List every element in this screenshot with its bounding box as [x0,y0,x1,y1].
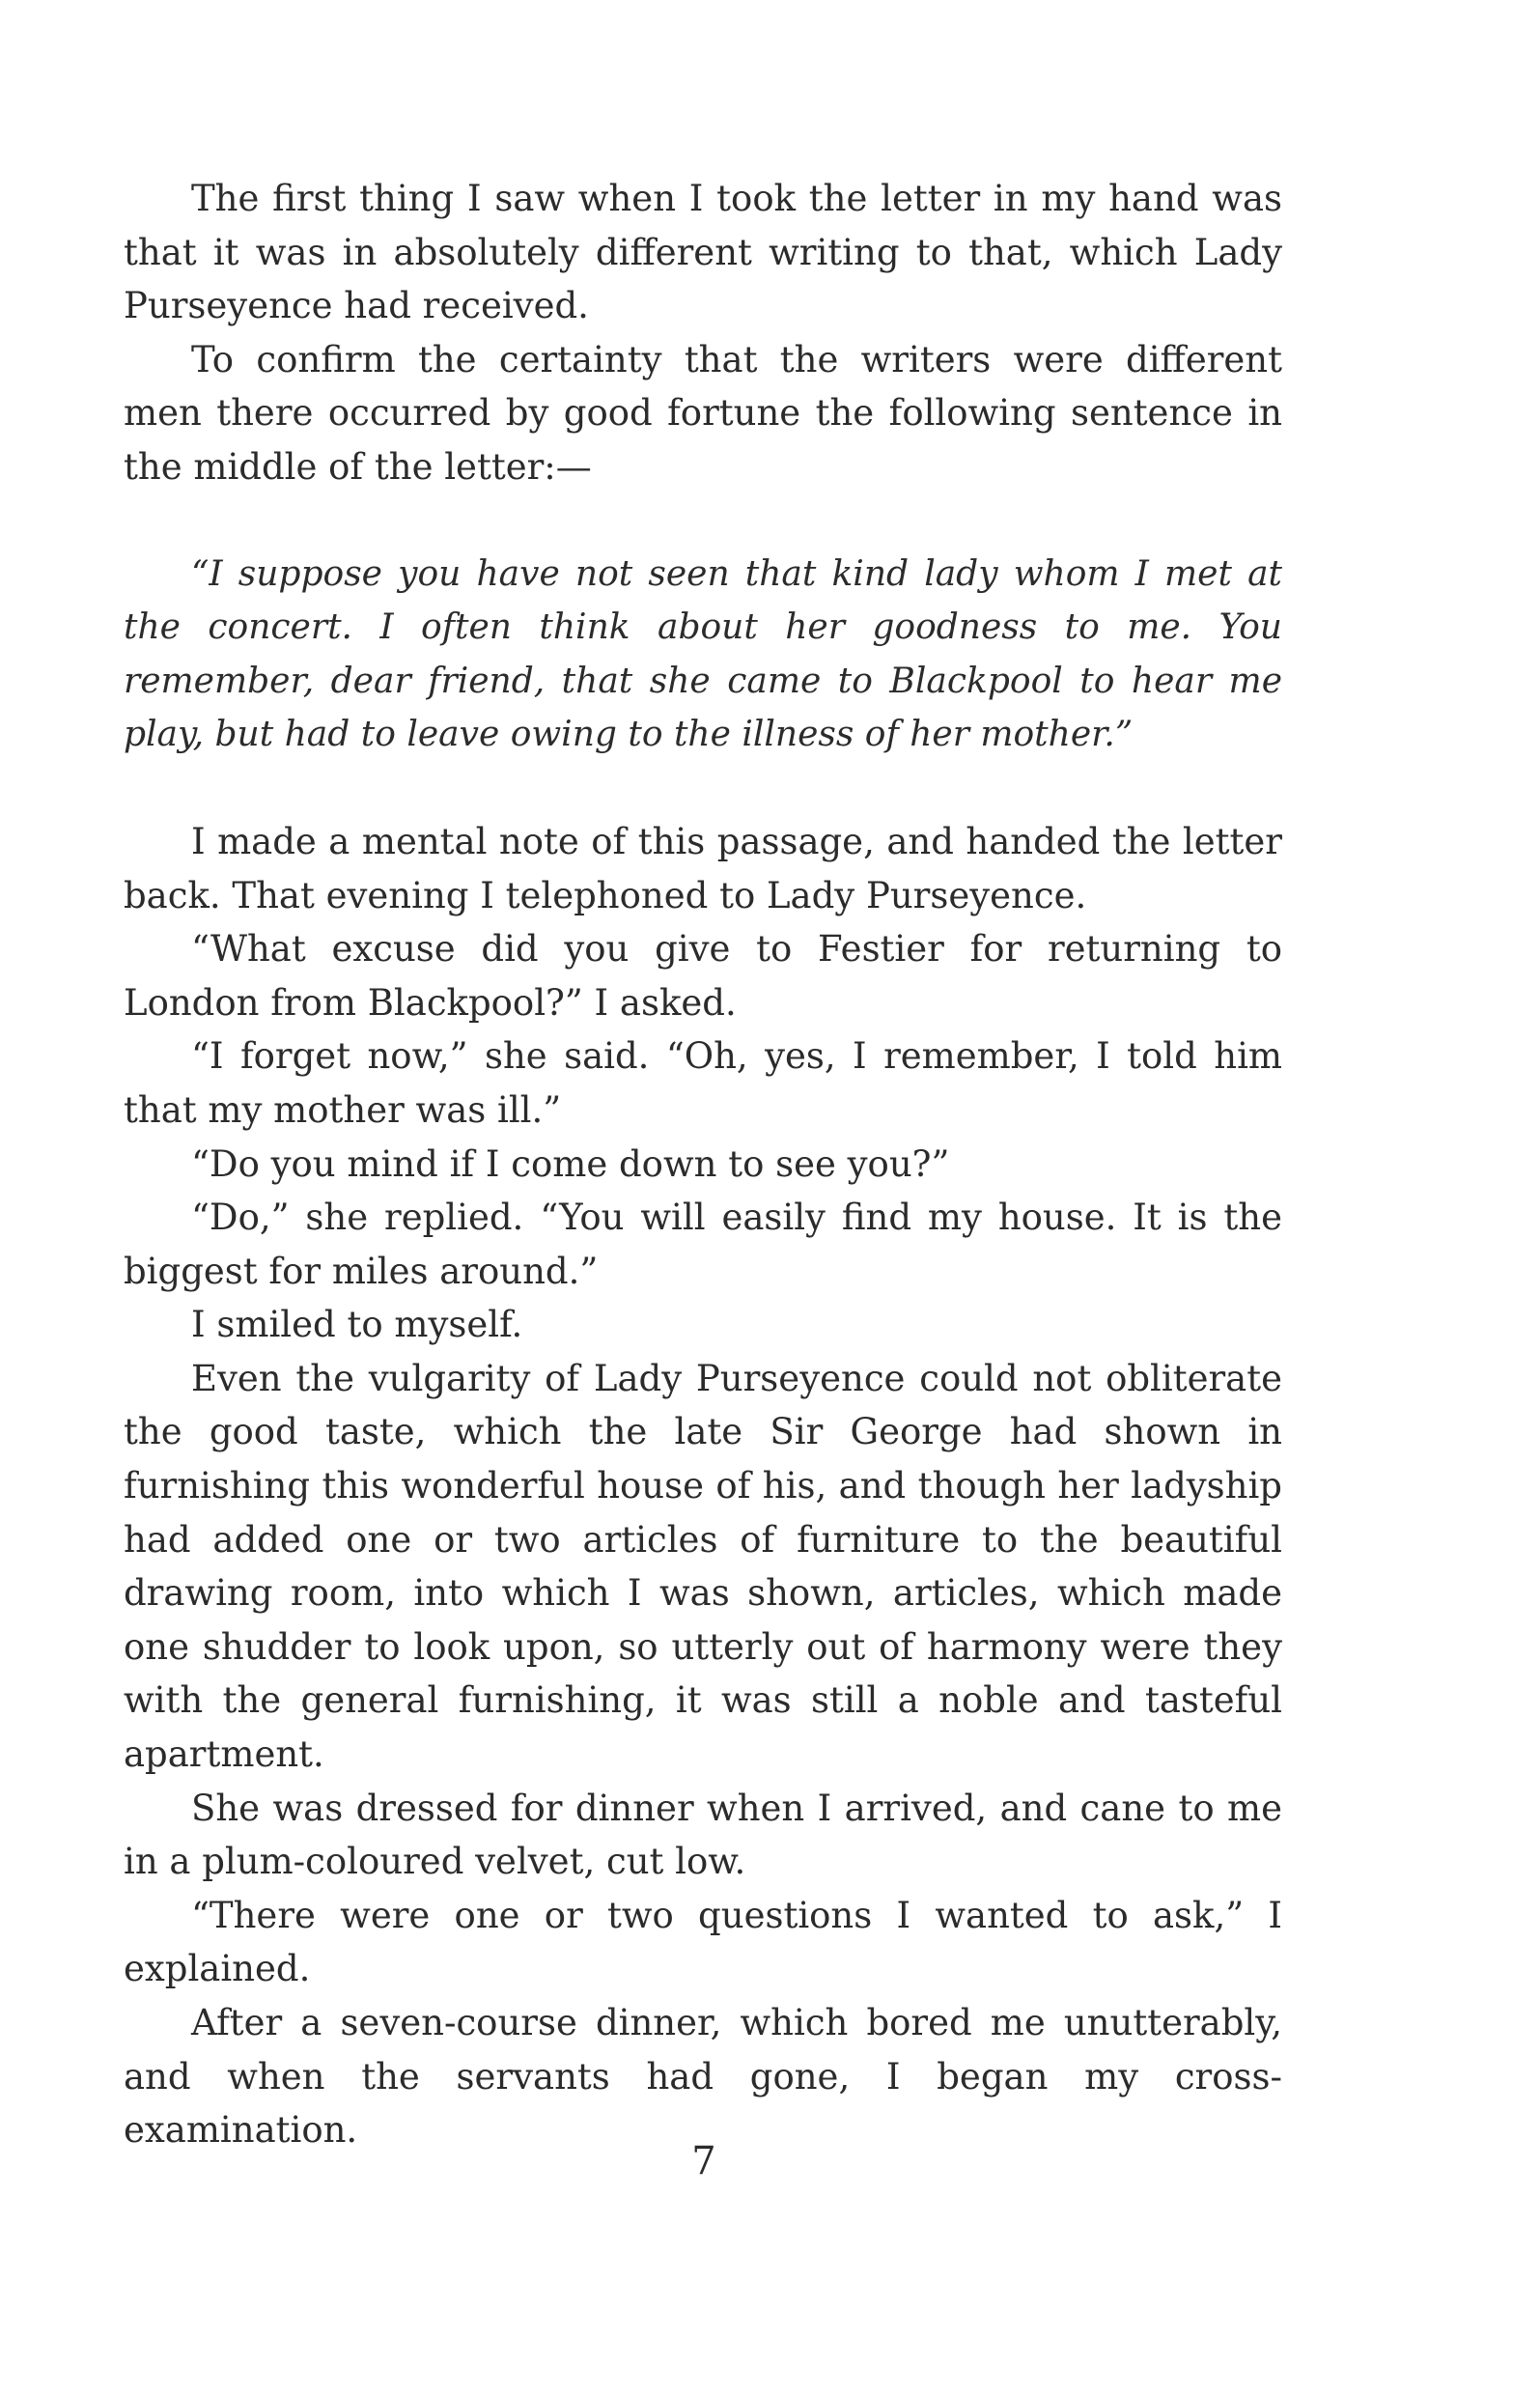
paragraph: “There were one or two questions I wanted to ask,” I explained. [124,1894,1282,1990]
body-text [124,172,1282,2157]
paragraph: She was dressed for dinner when I arrived, and cane to me in a plum-coloured velvet, cut low. [124,1787,1282,1883]
paragraph: I made a mental note of this passage, and handed the letter back. That evening I telephoned to Lady Purseyence. [124,820,1282,916]
paragraph: To confirm the certainty that the writers were different men there occurred by good fortune the following sentence in the middle of the letter:— [124,338,1282,488]
paragraph: The first thing I saw when I took the letter in my hand was that it was in absolutely different writing to that, which Lady Purseyence had received. [124,178,1282,327]
paragraph: “I forget now,” she said. “Oh, yes, I remember, I told him that my mother was ill.” [124,1035,1282,1131]
paragraph: After a seven-course dinner, which bored me unutterably, and when the servants had gone, I began my cross-examination. [124,2002,1282,2152]
page-number: 7 [691,2139,716,2183]
letter-quote: “I suppose you have not seen that kind lady whom I met at the concert. I often think about her goodness to me. You remember, dear friend, that she came to Blackpool to hear me play, but had to leave owing to the illness of her mother.” [124,553,1282,755]
paragraph: “Do you mind if I come down to see you?” [191,1142,950,1185]
paragraph: Even the vulgarity of Lady Purseyence could not obliterate the good taste, which the late Sir George had shown in furnishing this wonderful house of his, and though her ladyship had added one or two articles of furniture to the beautiful drawing room, into which I was shown, articles, which made one shudder to look upon, so utterly out of harmony were they with the general furnishing, it was still a noble and tasteful apartment. [124,1357,1282,1776]
paragraph: “Do,” she replied. “You will easily find my house. It is the biggest for miles around.” [124,1197,1282,1292]
paragraph: “What excuse did you give to Festier for returning to London from Blackpool?” I asked. [124,928,1282,1024]
paragraph: I smiled to myself. [191,1304,523,1346]
